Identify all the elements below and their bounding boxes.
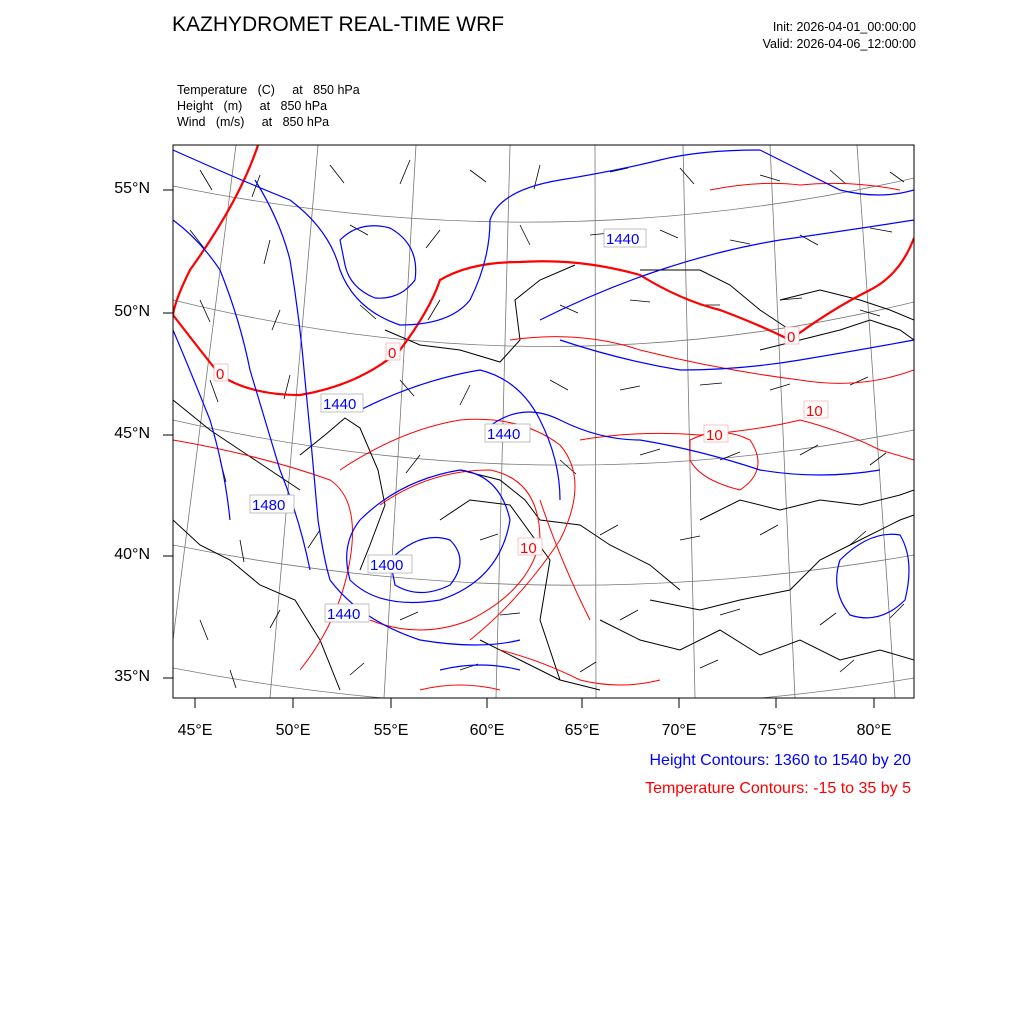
valid-time: Valid: 2026-04-06_12:00:00 — [762, 37, 916, 51]
lat-ticks — [163, 190, 173, 678]
lat-label: 35°N — [114, 668, 150, 685]
height-label: 1440 — [606, 231, 640, 248]
lat-label: 50°N — [114, 303, 150, 320]
plot-frame — [173, 145, 914, 698]
temperature-legend: Temperature Contours: -15 to 35 by 5 — [645, 780, 911, 797]
height-contours — [173, 150, 914, 670]
height-label: 1440 — [323, 396, 357, 413]
zero-isotherm — [173, 145, 914, 395]
height-label: 1440 — [327, 606, 361, 623]
lon-label: 70°E — [661, 722, 697, 739]
lat-label: 45°N — [114, 425, 150, 442]
temperature-label: 10 — [806, 403, 823, 420]
temperature-label: 0 — [216, 366, 225, 383]
lon-label: 45°E — [177, 722, 213, 739]
lon-label: 60°E — [469, 722, 505, 739]
map-title: KAZHYDROMET REAL-TIME WRF — [172, 13, 505, 36]
lon-label: 75°E — [758, 722, 794, 739]
variable-temperature: Temperature (C) at 850 hPa — [177, 83, 360, 97]
temperature-contours — [173, 183, 914, 690]
height-label: 1440 — [487, 426, 521, 443]
lat-label: 55°N — [114, 180, 150, 197]
temperature-label: 0 — [787, 329, 796, 346]
height-legend: Height Contours: 1360 to 1540 by 20 — [649, 752, 911, 769]
variable-height: Height (m) at 850 hPa — [177, 99, 328, 113]
lat-label: 40°N — [114, 546, 150, 563]
height-label: 1480 — [252, 497, 286, 514]
lon-label: 80°E — [856, 722, 892, 739]
temperature-label: 0 — [388, 345, 397, 362]
lon-label: 65°E — [564, 722, 600, 739]
lat-lon-grid — [173, 145, 914, 707]
temperature-label: 10 — [520, 540, 537, 557]
height-label: 1400 — [370, 557, 404, 574]
lon-label: 55°E — [373, 722, 409, 739]
lon-ticks — [195, 698, 874, 708]
temperature-label: 10 — [706, 427, 723, 444]
variable-wind: Wind (m/s) at 850 hPa — [177, 115, 330, 129]
country-borders — [173, 265, 914, 690]
wind-barbs — [190, 160, 904, 688]
lon-label: 50°E — [275, 722, 311, 739]
init-time: Init: 2026-04-01_00:00:00 — [772, 20, 916, 34]
